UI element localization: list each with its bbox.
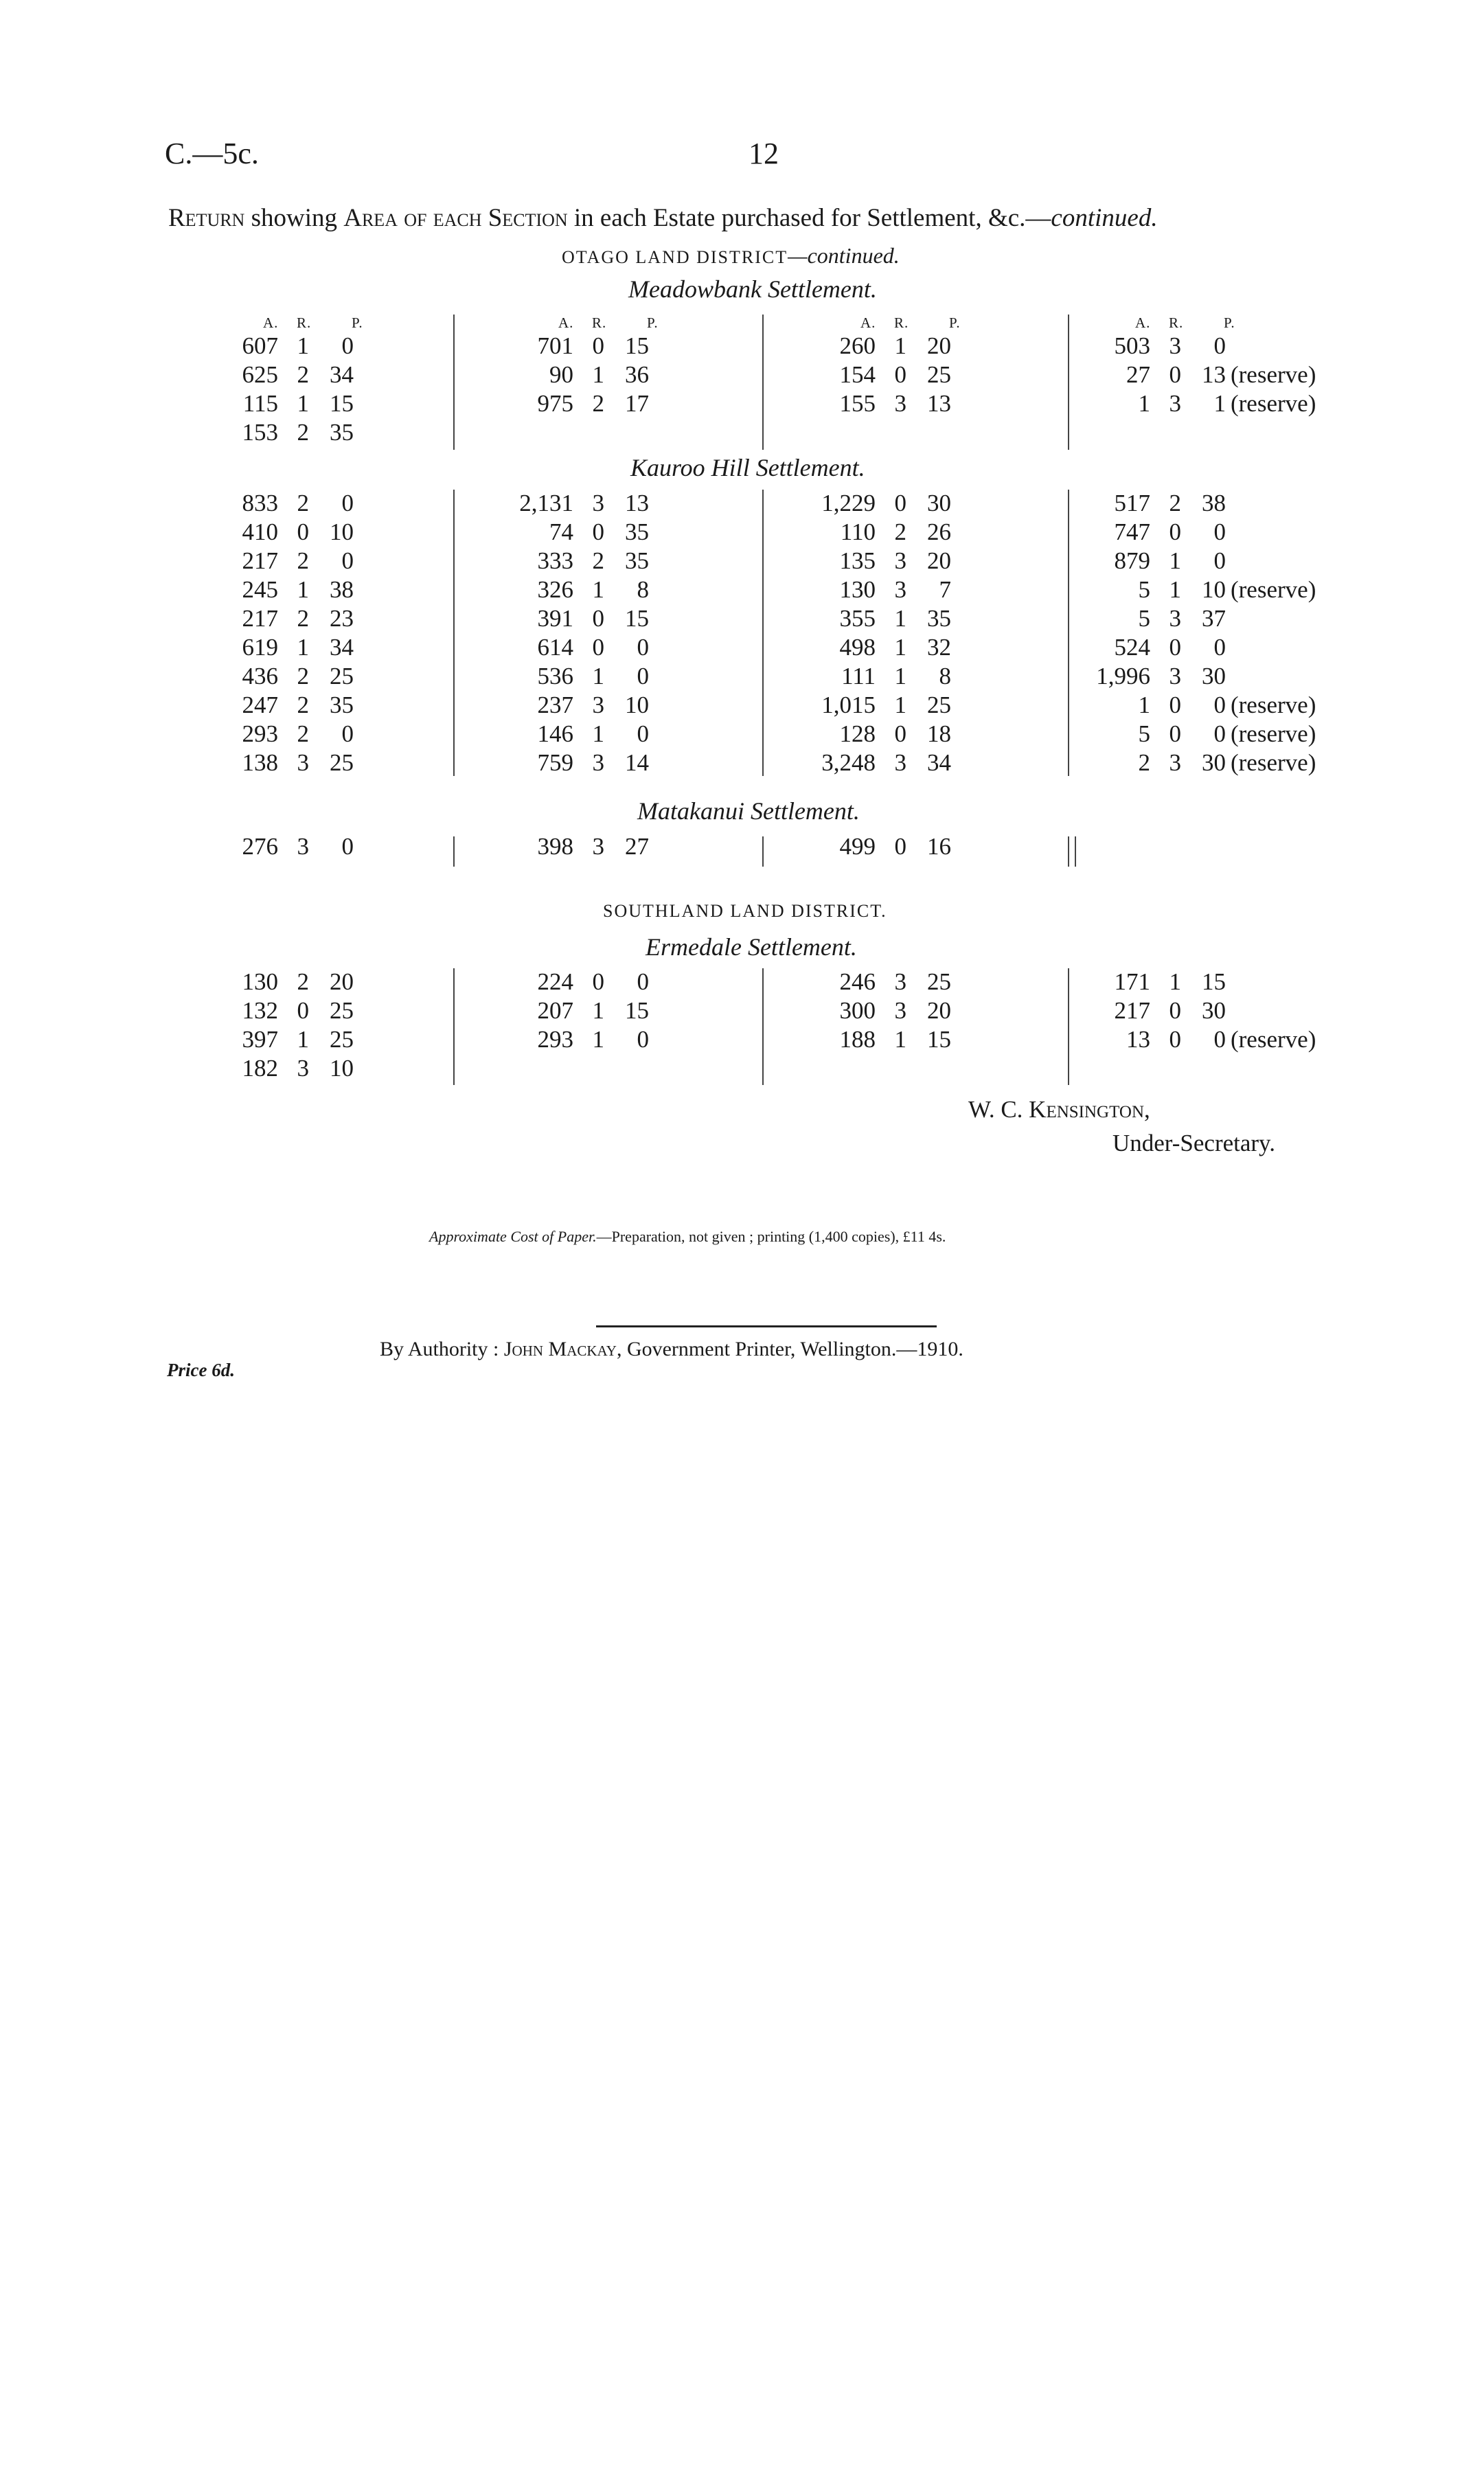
meadowbank-roods-value: 2 <box>297 419 309 446</box>
meadowbank-acres-value: 155 <box>839 390 876 417</box>
meadowbank-perches-value: 20 <box>927 332 951 359</box>
meadowbank-perches-value: 13 <box>1202 361 1226 388</box>
meadowbank-reserve-note: (reserve) <box>1231 390 1316 417</box>
meadowbank-perches-value: 0 <box>1213 332 1226 359</box>
column-header-r: R. <box>297 315 312 331</box>
kauroo-perches-value: 25 <box>927 692 951 718</box>
meadowbank-perches-value: 34 <box>330 361 354 388</box>
ermedale-perches-value: 20 <box>330 968 354 995</box>
ermedale-perches-value: 0 <box>637 968 649 995</box>
kauroo-roods-value: 3 <box>894 547 906 574</box>
kauroo-perches-value: 20 <box>927 547 951 574</box>
kauroo-acres-value: 1,996 <box>1096 663 1150 689</box>
kauroo-acres-value: 326 <box>537 576 573 603</box>
column-header-p: P. <box>647 315 659 331</box>
signatory-name: W. C. Kensington, <box>968 1096 1150 1123</box>
ermedale-acres-value: 182 <box>242 1055 278 1082</box>
kauroo-acres-value: 2,131 <box>519 490 573 516</box>
kauroo-acres-value: 619 <box>242 634 278 661</box>
kauroo-perches-value: 7 <box>939 576 951 603</box>
meadowbank-perches-value: 17 <box>625 390 649 417</box>
kauroo-roods-value: 0 <box>592 518 604 545</box>
ermedale-roods-value: 0 <box>592 968 604 995</box>
ermedale-roods-value: 3 <box>894 968 906 995</box>
kauroo-perches-value: 38 <box>330 576 354 603</box>
kauroo-acres-value: 5 <box>1138 576 1150 603</box>
matakanui-acres-value: 398 <box>537 833 573 860</box>
ermedale-acres-value: 293 <box>537 1026 573 1053</box>
kauroo-roods-value: 2 <box>297 605 309 632</box>
column-header-p: P. <box>1224 315 1235 331</box>
ermedale-acres-value: 397 <box>242 1026 278 1053</box>
ermedale-roods-value: 0 <box>1169 1026 1181 1053</box>
ermedale-perches-value: 25 <box>927 968 951 995</box>
cost-of-paper <box>429 1228 946 1246</box>
kauroo-acres-value: 110 <box>840 518 876 545</box>
kauroo-perches-value: 18 <box>927 720 951 747</box>
cost-text: —Preparation, not given ; printing (1,400 copies), £11 4s. <box>596 1228 946 1245</box>
matakanui-column-divider <box>1075 836 1076 867</box>
ermedale-roods-value: 0 <box>1169 997 1181 1024</box>
matakanui-column-divider <box>453 836 455 867</box>
meadowbank-acres-value: 1 <box>1138 390 1150 417</box>
kauroo-perches-value: 8 <box>939 663 951 689</box>
ermedale-column-divider <box>453 968 455 1085</box>
kauroo-perches-value: 10 <box>625 692 649 718</box>
kauroo-reserve-note: (reserve) <box>1231 576 1316 603</box>
kauroo-acres-value: 833 <box>242 490 278 516</box>
kauroo-acres-value: 111 <box>841 663 876 689</box>
kauroo-column-divider <box>453 490 455 776</box>
kauroo-roods-value: 2 <box>297 547 309 574</box>
title-word-return: Return <box>168 204 245 232</box>
kauroo-roods-value: 3 <box>1169 605 1181 632</box>
otago-district-name: OTAGO LAND DISTRICT <box>562 247 788 267</box>
signature-name <box>968 1096 1150 1123</box>
meadowbank-acres-value: 701 <box>537 332 573 359</box>
kauroo-perches-value: 0 <box>637 634 649 661</box>
ermedale-roods-value: 3 <box>894 997 906 1024</box>
matakanui-acres-value: 499 <box>839 833 876 860</box>
kauroo-perches-value: 35 <box>330 692 354 718</box>
printer-name: John Mackay, <box>503 1338 622 1360</box>
meadowbank-column-divider <box>762 315 764 450</box>
kauroo-roods-value: 0 <box>894 720 906 747</box>
kauroo-acres-value: 146 <box>537 720 573 747</box>
title-continued: continued. <box>1051 204 1158 232</box>
kauroo-column-divider <box>1068 490 1069 776</box>
matakanui-roods-value: 0 <box>894 833 906 860</box>
title-area-section: Area of each Section <box>343 204 568 232</box>
kauroo-acres-value: 138 <box>242 749 278 776</box>
kauroo-roods-value: 1 <box>894 692 906 718</box>
meadowbank-perches-value: 15 <box>625 332 649 359</box>
meadowbank-acres-value: 975 <box>537 390 573 417</box>
kauroo-perches-value: 0 <box>341 490 354 516</box>
column-header-a: A. <box>558 315 574 331</box>
ermedale-roods-value: 2 <box>297 968 309 995</box>
cost-label: Approximate Cost of Paper. <box>429 1228 597 1245</box>
kauroo-acres-value: 128 <box>839 720 876 747</box>
kauroo-roods-value: 2 <box>592 547 604 574</box>
ermedale-roods-value: 1 <box>1169 968 1181 995</box>
kauroo-perches-value: 35 <box>625 547 649 574</box>
page-number: 12 <box>749 137 779 170</box>
meadowbank-estate-title: Meadowbank Settlement. <box>628 275 877 303</box>
meadowbank-acres-value: 625 <box>242 361 278 388</box>
kauroo-roods-value: 1 <box>894 605 906 632</box>
ermedale-perches-value: 25 <box>330 1026 354 1053</box>
kauroo-perches-value: 30 <box>927 490 951 516</box>
meadowbank-acres-value: 260 <box>839 332 876 359</box>
matakanui-perches-value: 16 <box>927 833 951 860</box>
authority-prefix: By Authority : <box>380 1338 499 1360</box>
kauroo-acres-value: 237 <box>537 692 573 718</box>
matakanui-column-divider <box>762 836 764 867</box>
kauroo-perches-value: 0 <box>341 547 354 574</box>
meadowbank-perches-value: 35 <box>330 419 354 446</box>
meadowbank-perches-value: 36 <box>625 361 649 388</box>
kauroo-reserve-note: (reserve) <box>1231 749 1316 776</box>
kauroo-perches-value: 30 <box>1202 749 1226 776</box>
kauroo-acres-value: 3,248 <box>821 749 876 776</box>
meadowbank-roods-value: 3 <box>1169 390 1181 417</box>
kauroo-roods-value: 1 <box>592 576 604 603</box>
kauroo-acres-value: 614 <box>537 634 573 661</box>
kauroo-roods-value: 3 <box>894 749 906 776</box>
signature-role: Under-Secretary. <box>1112 1130 1276 1156</box>
kauroo-roods-value: 3 <box>592 692 604 718</box>
kauroo-roods-value: 1 <box>1169 576 1181 603</box>
kauroo-acres-value: 217 <box>242 605 278 632</box>
kauroo-roods-value: 1 <box>297 576 309 603</box>
ermedale-acres-value: 217 <box>1114 997 1150 1024</box>
kauroo-roods-value: 1 <box>894 663 906 689</box>
kauroo-perches-value: 23 <box>330 605 354 632</box>
meadowbank-roods-value: 0 <box>1169 361 1181 388</box>
meadowbank-acres-value: 153 <box>242 419 278 446</box>
matakanui-column-divider <box>1068 836 1069 867</box>
otago-district-heading <box>562 243 900 269</box>
meadowbank-roods-value: 3 <box>1169 332 1181 359</box>
kauroo-acres-value: 524 <box>1114 634 1150 661</box>
kauroo-acres-value: 333 <box>537 547 573 574</box>
column-header-r: R. <box>1169 315 1184 331</box>
southland-district-heading: SOUTHLAND LAND DISTRICT. <box>603 901 887 921</box>
matakanui-roods-value: 3 <box>297 833 309 860</box>
kauroo-perches-value: 0 <box>1213 720 1226 747</box>
kauroo-roods-value: 1 <box>894 634 906 661</box>
kauroo-roods-value: 3 <box>592 749 604 776</box>
kauroo-perches-value: 0 <box>637 663 649 689</box>
ermedale-acres-value: 132 <box>242 997 278 1024</box>
kauroo-roods-value: 0 <box>894 490 906 516</box>
meadowbank-roods-value: 1 <box>592 361 604 388</box>
ermedale-acres-value: 300 <box>839 997 876 1024</box>
kauroo-acres-value: 517 <box>1114 490 1150 516</box>
kauroo-acres-value: 293 <box>242 720 278 747</box>
ermedale-roods-value: 3 <box>297 1055 309 1082</box>
ermedale-roods-value: 1 <box>297 1026 309 1053</box>
column-header-r: R. <box>592 315 607 331</box>
meadowbank-acres-value: 503 <box>1114 332 1150 359</box>
meadowbank-perches-value: 13 <box>927 390 951 417</box>
kauroo-acres-value: 245 <box>242 576 278 603</box>
kauroo-perches-value: 25 <box>330 663 354 689</box>
ermedale-reserve-note: (reserve) <box>1231 1026 1316 1053</box>
kauroo-acres-value: 74 <box>549 518 573 545</box>
matakanui-perches-value: 27 <box>625 833 649 860</box>
meadowbank-roods-value: 1 <box>894 332 906 359</box>
column-header-a: A. <box>1135 315 1151 331</box>
kauroo-estate-title: Kauroo Hill Settlement. <box>630 454 865 481</box>
ermedale-roods-value: 1 <box>592 997 604 1024</box>
printer-details: Government Printer, Wellington.—1910. <box>626 1338 963 1360</box>
kauroo-perches-value: 34 <box>927 749 951 776</box>
ermedale-perches-value: 15 <box>625 997 649 1024</box>
meadowbank-acres-value: 607 <box>242 332 278 359</box>
matakanui-acres-value: 276 <box>242 833 278 860</box>
kauroo-reserve-note: (reserve) <box>1231 720 1316 747</box>
ermedale-acres-value: 188 <box>839 1026 876 1053</box>
kauroo-acres-value: 5 <box>1138 720 1150 747</box>
kauroo-roods-value: 0 <box>592 605 604 632</box>
kauroo-perches-value: 38 <box>1202 490 1226 516</box>
kauroo-perches-value: 0 <box>637 720 649 747</box>
kauroo-roods-value: 3 <box>894 576 906 603</box>
column-header-a: A. <box>263 315 279 331</box>
column-header-p: P. <box>352 315 363 331</box>
kauroo-acres-value: 247 <box>242 692 278 718</box>
kauroo-roods-value: 2 <box>894 518 906 545</box>
printer-authority <box>380 1338 963 1361</box>
kauroo-perches-value: 10 <box>1202 576 1226 603</box>
meadowbank-reserve-note: (reserve) <box>1231 361 1316 388</box>
ermedale-perches-value: 0 <box>637 1026 649 1053</box>
kauroo-acres-value: 391 <box>537 605 573 632</box>
matakanui-estate-title: Matakanui Settlement. <box>637 797 860 825</box>
meadowbank-roods-value: 2 <box>297 361 309 388</box>
kauroo-roods-value: 1 <box>592 663 604 689</box>
kauroo-acres-value: 536 <box>537 663 573 689</box>
kauroo-roods-value: 2 <box>297 720 309 747</box>
ermedale-acres-value: 130 <box>242 968 278 995</box>
kauroo-roods-value: 1 <box>592 720 604 747</box>
ermedale-perches-value: 30 <box>1202 997 1226 1024</box>
kauroo-acres-value: 436 <box>242 663 278 689</box>
kauroo-perches-value: 8 <box>637 576 649 603</box>
meadowbank-acres-value: 90 <box>549 361 573 388</box>
kauroo-acres-value: 410 <box>242 518 278 545</box>
kauroo-roods-value: 0 <box>1169 518 1181 545</box>
ermedale-roods-value: 1 <box>592 1026 604 1053</box>
meadowbank-perches-value: 1 <box>1213 390 1226 417</box>
ermedale-acres-value: 207 <box>537 997 573 1024</box>
ermedale-column-divider <box>762 968 764 1085</box>
meadowbank-acres-value: 27 <box>1126 361 1150 388</box>
kauroo-perches-value: 32 <box>927 634 951 661</box>
kauroo-roods-value: 0 <box>297 518 309 545</box>
kauroo-roods-value: 0 <box>1169 692 1181 718</box>
kauroo-roods-value: 2 <box>297 692 309 718</box>
ermedale-perches-value: 20 <box>927 997 951 1024</box>
ermedale-acres-value: 13 <box>1126 1026 1150 1053</box>
matakanui-roods-value: 3 <box>592 833 604 860</box>
ermedale-column-divider <box>1068 968 1069 1085</box>
meadowbank-acres-value: 154 <box>839 361 876 388</box>
ermedale-estate-title: Ermedale Settlement. <box>646 933 857 961</box>
matakanui-perches-value: 0 <box>341 833 354 860</box>
kauroo-acres-value: 355 <box>839 605 876 632</box>
kauroo-roods-value: 2 <box>1169 490 1181 516</box>
meadowbank-roods-value: 1 <box>297 390 309 417</box>
kauroo-perches-value: 35 <box>625 518 649 545</box>
kauroo-perches-value: 0 <box>341 720 354 747</box>
column-header-p: P. <box>949 315 961 331</box>
footer-rule <box>596 1325 937 1327</box>
meadowbank-perches-value: 15 <box>330 390 354 417</box>
kauroo-roods-value: 2 <box>297 663 309 689</box>
meadowbank-roods-value: 3 <box>894 390 906 417</box>
meadowbank-perches-value: 0 <box>341 332 354 359</box>
kauroo-acres-value: 1 <box>1138 692 1150 718</box>
kauroo-perches-value: 15 <box>625 605 649 632</box>
kauroo-perches-value: 34 <box>330 634 354 661</box>
kauroo-acres-value: 759 <box>537 749 573 776</box>
kauroo-perches-value: 13 <box>625 490 649 516</box>
kauroo-roods-value: 0 <box>592 634 604 661</box>
meadowbank-column-divider <box>1068 315 1069 450</box>
kauroo-roods-value: 0 <box>1169 720 1181 747</box>
kauroo-perches-value: 35 <box>927 605 951 632</box>
kauroo-roods-value: 3 <box>297 749 309 776</box>
kauroo-perches-value: 37 <box>1202 605 1226 632</box>
kauroo-acres-value: 879 <box>1114 547 1150 574</box>
kauroo-acres-value: 5 <box>1138 605 1150 632</box>
kauroo-reserve-note: (reserve) <box>1231 692 1316 718</box>
meadowbank-roods-value: 2 <box>592 390 604 417</box>
ermedale-perches-value: 10 <box>330 1055 354 1082</box>
kauroo-acres-value: 1,015 <box>821 692 876 718</box>
kauroo-roods-value: 2 <box>297 490 309 516</box>
kauroo-perches-value: 30 <box>1202 663 1226 689</box>
ermedale-acres-value: 246 <box>839 968 876 995</box>
kauroo-perches-value: 10 <box>330 518 354 545</box>
otago-district-continued: —continued. <box>788 243 900 268</box>
kauroo-roods-value: 1 <box>1169 547 1181 574</box>
kauroo-roods-value: 3 <box>592 490 604 516</box>
price: Price 6d. <box>167 1360 235 1380</box>
ermedale-roods-value: 1 <box>894 1026 906 1053</box>
ermedale-perches-value: 0 <box>1213 1026 1226 1053</box>
kauroo-roods-value: 0 <box>1169 634 1181 661</box>
column-header-r: R. <box>894 315 909 331</box>
kauroo-acres-value: 217 <box>242 547 278 574</box>
kauroo-acres-value: 1,229 <box>821 490 876 516</box>
meadowbank-roods-value: 0 <box>592 332 604 359</box>
meadowbank-roods-value: 1 <box>297 332 309 359</box>
ermedale-roods-value: 0 <box>297 997 309 1024</box>
document-code: C.—5c. <box>165 137 259 170</box>
column-header-a: A. <box>860 315 876 331</box>
kauroo-roods-value: 3 <box>1169 663 1181 689</box>
kauroo-perches-value: 0 <box>1213 634 1226 661</box>
title-word-showing: showing <box>251 204 337 232</box>
meadowbank-column-divider <box>453 315 455 450</box>
kauroo-perches-value: 14 <box>625 749 649 776</box>
kauroo-perches-value: 26 <box>927 518 951 545</box>
ermedale-perches-value: 25 <box>330 997 354 1024</box>
title-rest: in each Estate purchased for Settlement, &c.— <box>573 204 1051 232</box>
ermedale-perches-value: 15 <box>1202 968 1226 995</box>
kauroo-perches-value: 0 <box>1213 518 1226 545</box>
kauroo-acres-value: 135 <box>839 547 876 574</box>
kauroo-roods-value: 1 <box>297 634 309 661</box>
meadowbank-perches-value: 25 <box>927 361 951 388</box>
kauroo-perches-value: 25 <box>330 749 354 776</box>
kauroo-acres-value: 2 <box>1138 749 1150 776</box>
kauroo-acres-value: 130 <box>839 576 876 603</box>
ermedale-acres-value: 171 <box>1114 968 1150 995</box>
ermedale-acres-value: 224 <box>537 968 573 995</box>
kauroo-column-divider <box>762 490 764 776</box>
kauroo-acres-value: 747 <box>1114 518 1150 545</box>
meadowbank-acres-value: 115 <box>242 390 278 417</box>
kauroo-perches-value: 0 <box>1213 547 1226 574</box>
meadowbank-roods-value: 0 <box>894 361 906 388</box>
kauroo-roods-value: 3 <box>1169 749 1181 776</box>
kauroo-acres-value: 498 <box>839 634 876 661</box>
ermedale-perches-value: 15 <box>927 1026 951 1053</box>
kauroo-perches-value: 0 <box>1213 692 1226 718</box>
page-title <box>168 203 1158 233</box>
